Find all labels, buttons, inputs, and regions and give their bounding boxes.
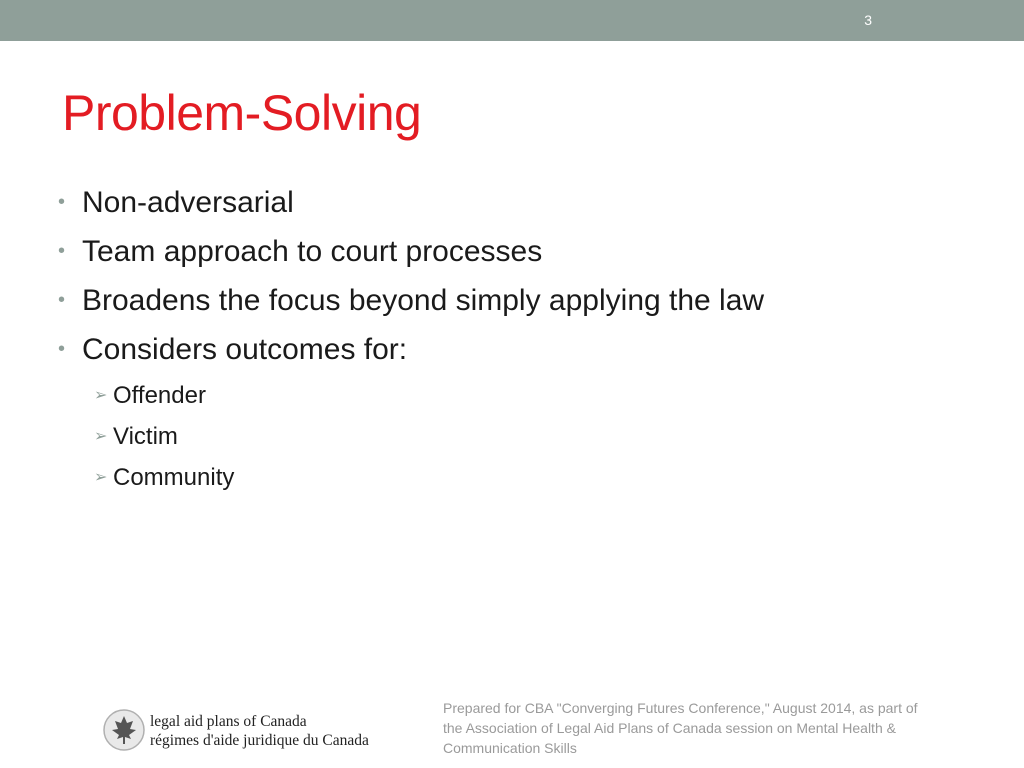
- bullet-dot-icon: •: [58, 240, 66, 262]
- sub-bullet-item: [94, 464, 234, 505]
- sub-bullet-list: [94, 382, 234, 505]
- logo-line-english: legal aid plans of Canada: [150, 713, 307, 730]
- sub-bullet-text: Offender: [113, 382, 206, 409]
- bullet-text: Considers outcomes for:: [82, 333, 408, 366]
- bullet-list: [58, 186, 764, 382]
- bullet-item: [58, 235, 764, 284]
- logo-text: [150, 712, 369, 750]
- sub-bullet-text: Victim: [113, 423, 178, 450]
- organization-logo: [102, 706, 372, 756]
- bullet-text: Non-adversarial: [82, 186, 294, 219]
- bullet-item: [58, 284, 764, 333]
- maple-leaf-icon: [102, 708, 146, 752]
- sub-bullet-item: [94, 382, 234, 423]
- bullet-item: [58, 333, 764, 382]
- slide-title: Problem-Solving: [62, 85, 422, 141]
- bullet-text: Team approach to court processes: [82, 235, 543, 268]
- sub-bullet-text: Community: [113, 464, 235, 491]
- bullet-item: [58, 186, 764, 235]
- top-bar: [0, 0, 1024, 41]
- arrow-right-icon: ➢: [94, 428, 108, 445]
- bullet-dot-icon: •: [58, 289, 66, 311]
- footer-note: Prepared for CBA "Converging Futures Conference," August 2014, as part of the Association of Legal Aid Plans of Canada session on Mental Health & Communication Skills: [443, 700, 918, 756]
- slide-number: 3: [864, 12, 872, 28]
- arrow-right-icon: ➢: [94, 469, 108, 486]
- bullet-dot-icon: •: [58, 338, 66, 360]
- sub-bullet-item: [94, 423, 234, 464]
- logo-line-french: régimes d'aide juridique du Canada: [150, 732, 369, 749]
- bullet-dot-icon: •: [58, 191, 66, 213]
- bullet-text: Broadens the focus beyond simply applying the law: [82, 284, 765, 317]
- arrow-right-icon: ➢: [94, 387, 108, 404]
